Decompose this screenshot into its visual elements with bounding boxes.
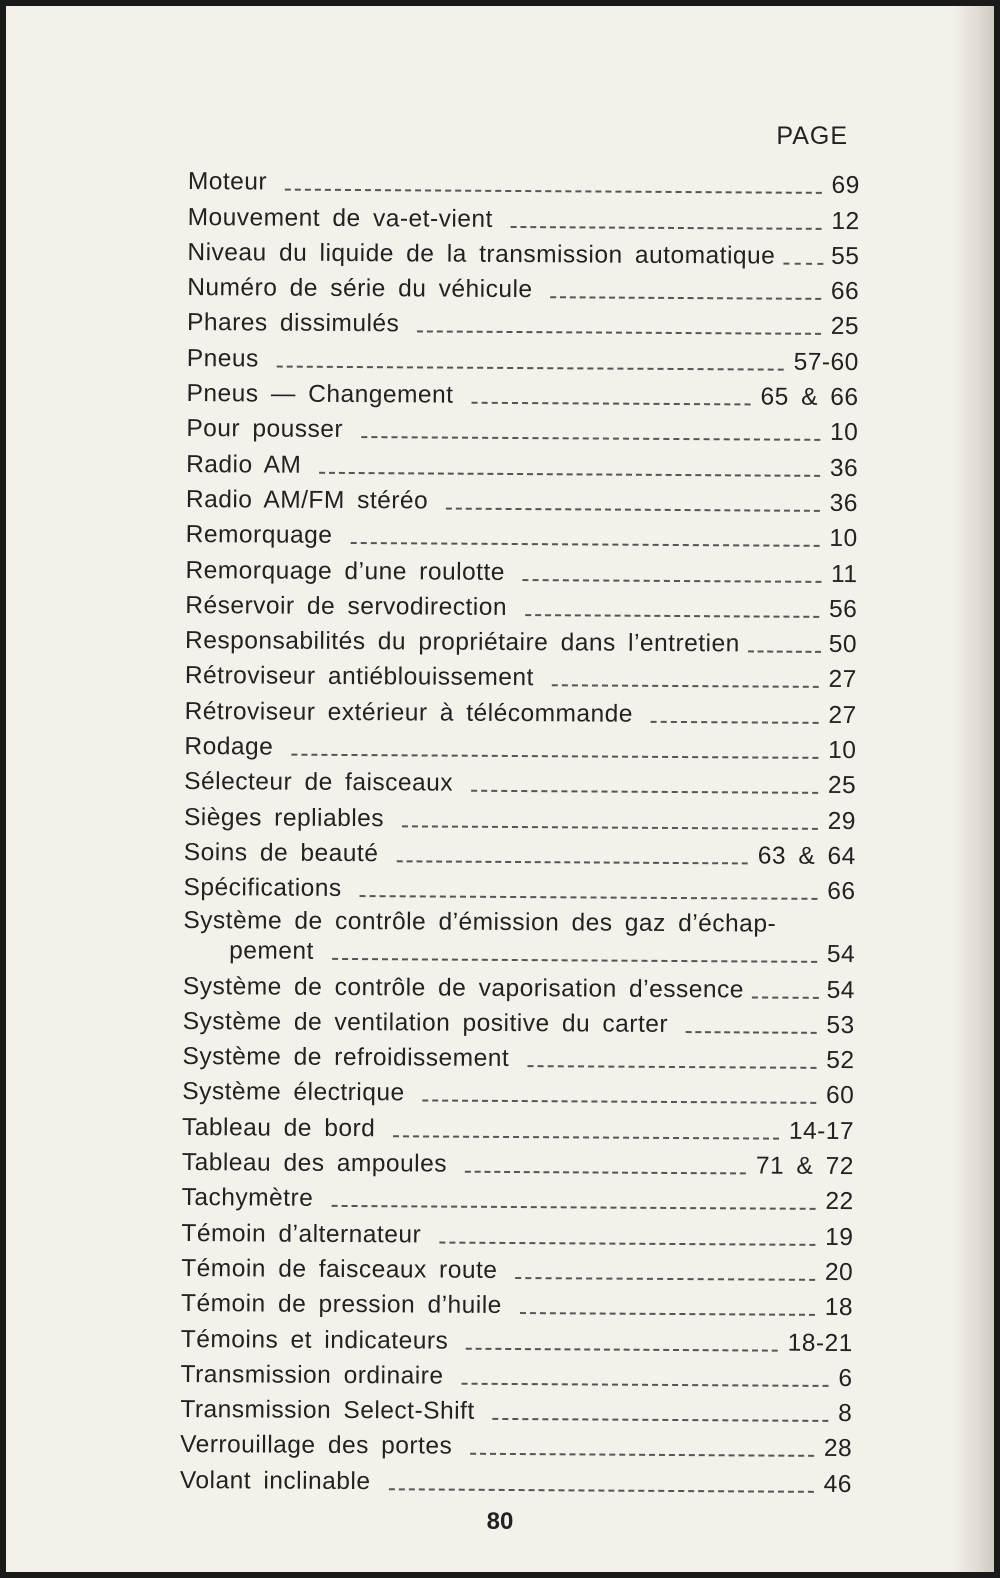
dot-leader: [393, 1135, 779, 1139]
entry-page: 53: [826, 1011, 855, 1039]
entry-page: 65 & 66: [760, 383, 859, 412]
index-entry: [181, 1249, 853, 1288]
entry-page: 10: [829, 525, 858, 553]
dot-leader: [527, 1065, 816, 1069]
entry-page: 36: [829, 489, 859, 518]
entry-label: Tableau des ampoules: [181, 1148, 448, 1178]
entry-label: Phares dissimulés: [186, 309, 400, 338]
entry-page: 60: [825, 1082, 855, 1110]
entry-label: Responsabilités du propriétaire dans l’entretien: [184, 627, 740, 658]
dot-leader: [277, 365, 784, 370]
dot-leader: [461, 1382, 828, 1386]
entry-page: 55: [831, 242, 860, 270]
entry-label: Tachymètre: [181, 1184, 314, 1213]
page-number: 80: [486, 1508, 514, 1535]
dot-leader: [361, 436, 820, 441]
entry-page: 27: [828, 666, 857, 694]
entry-label: Spécifications: [183, 874, 342, 903]
dot-leader: [551, 296, 821, 300]
index-entry: [183, 1002, 855, 1041]
dot-leader: [396, 860, 747, 864]
dot-leader: [686, 1031, 816, 1034]
dot-leader: [331, 1205, 815, 1210]
entry-page: 19: [825, 1223, 854, 1251]
entry-label: Transmission ordinaire: [180, 1360, 444, 1390]
dot-leader: [748, 651, 821, 653]
entry-page: 69: [831, 172, 860, 200]
dot-leader: [423, 1100, 816, 1104]
dot-leader: [471, 402, 750, 406]
entry-page: 10: [828, 736, 857, 765]
entry-label-continuation: pement: [229, 937, 314, 966]
entry-label: Tableau de bord: [182, 1113, 376, 1142]
index-entry: [181, 1319, 853, 1358]
dot-leader: [525, 614, 819, 618]
dot-leader: [520, 1312, 815, 1316]
entry-label-wrapped: [183, 903, 855, 970]
entry-page: 18-21: [787, 1329, 853, 1357]
dot-leader: [439, 1241, 815, 1245]
dot-leader: [465, 1171, 746, 1175]
dot-leader: [319, 471, 820, 476]
dot-leader: [466, 1347, 777, 1351]
entry-page: 11: [830, 560, 858, 588]
index-entry: [186, 515, 858, 554]
entry-label: Remorquage: [185, 521, 333, 550]
entry-page: 46: [823, 1470, 853, 1498]
dot-leader: [752, 996, 819, 998]
dot-leader: [388, 1488, 813, 1493]
entry-label: Système de ventilation positive du carter: [182, 1007, 669, 1038]
index-entry: [180, 1425, 852, 1464]
entry-page: 63 & 64: [757, 842, 856, 871]
entry-page: 10: [830, 419, 859, 447]
index-entry: [186, 444, 858, 483]
dot-leader: [360, 895, 818, 900]
entry-label: Système de contrôle d’émission des gaz d’échap-: [183, 907, 777, 938]
entry-page: 25: [827, 772, 857, 800]
entry-page: 36: [829, 454, 859, 482]
dot-leader: [783, 263, 823, 265]
index-entry: [185, 621, 857, 660]
entry-label: Pour pousser: [186, 415, 344, 444]
entry-page: 54: [826, 976, 856, 1004]
dot-leader: [523, 579, 821, 583]
index-entry: [187, 233, 859, 272]
index-entry: [180, 1460, 852, 1499]
index-list: [180, 162, 860, 1500]
entry-page: 28: [823, 1435, 853, 1463]
dot-leader: [402, 825, 818, 830]
index-entry: [180, 1354, 852, 1393]
index-entry: [187, 268, 859, 307]
entry-page: 8: [838, 1400, 853, 1428]
index-entry: [184, 797, 856, 836]
entry-page: 57-60: [793, 348, 859, 376]
entry-label: Radio AM: [186, 450, 302, 479]
index-entry: [186, 409, 858, 448]
dot-leader: [350, 542, 819, 547]
entry-page: 66: [830, 278, 860, 306]
entry-label: Transmission Select-Shift: [180, 1396, 475, 1425]
dot-leader: [291, 754, 818, 759]
entry-page: 12: [831, 207, 860, 235]
entry-label: Moteur: [187, 168, 268, 196]
entry-page: 71 & 72: [755, 1152, 854, 1181]
index-entry: [182, 1143, 854, 1182]
dot-leader: [446, 508, 819, 512]
entry-label-continuation-row: [183, 936, 855, 970]
entry-label: Rétroviseur extérieur à télécommande: [184, 697, 634, 728]
entry-label: Témoins et indicateurs: [180, 1325, 449, 1355]
entry-label: Témoin de faisceaux route: [181, 1254, 498, 1284]
dot-leader: [552, 685, 819, 689]
index-entry: [183, 903, 855, 970]
index-entry: [187, 303, 859, 342]
index-entry: [183, 868, 855, 907]
index-entry: [186, 480, 858, 519]
entry-label: Soins de beauté: [183, 838, 379, 868]
entry-label: Mouvement de va-et-vient: [187, 203, 493, 233]
index-entry: [182, 1037, 854, 1076]
dot-leader: [417, 331, 820, 335]
dot-leader: [651, 721, 818, 724]
entry-label: Pneus: [186, 344, 259, 373]
entry-page: 52: [826, 1047, 855, 1075]
entry-label: Rodage: [184, 733, 274, 761]
entry-page: 56: [828, 595, 858, 623]
entry-page: 66: [827, 878, 856, 906]
dot-leader: [493, 1418, 829, 1422]
index-page: [6, 6, 994, 1572]
index-entry: [182, 1107, 854, 1146]
entry-page: 29: [827, 807, 857, 835]
entry-label: Rétroviseur antiéblouissement: [184, 662, 534, 692]
index-entry: [186, 374, 858, 413]
dot-leader: [470, 1453, 814, 1457]
entry-page: 50: [828, 631, 858, 659]
entry-label: Radio AM/FM stéréo: [185, 485, 429, 515]
dot-leader: [332, 958, 817, 963]
entry-page: 20: [824, 1258, 854, 1286]
index-entry: [184, 833, 856, 872]
entry-label: Pneus — Changement: [186, 380, 454, 409]
index-entry: [188, 162, 860, 201]
entry-page: 22: [825, 1188, 854, 1216]
entry-label: Système de refroidissement: [182, 1043, 510, 1073]
entry-page: 27: [828, 701, 857, 729]
entry-label: Volant inclinable: [179, 1466, 371, 1495]
entry-page: 54: [826, 941, 856, 969]
entry-label: Témoin d’alternateur: [181, 1219, 422, 1249]
entry-label: Remorquage d’une roulotte: [185, 556, 506, 586]
index-entry: [184, 762, 856, 801]
index-entry: [182, 1072, 854, 1111]
entry-page: 25: [830, 313, 860, 341]
entry-label: Système électrique: [182, 1078, 405, 1107]
index-entry: [181, 1213, 853, 1252]
dot-leader: [471, 790, 818, 794]
entry-label: Niveau du liquide de la transmission automatique: [187, 238, 776, 270]
index-entry: [184, 727, 856, 766]
index-entry: [183, 966, 855, 1005]
entry-label: Réservoir de servodirection: [185, 591, 508, 621]
dot-leader: [511, 226, 821, 230]
entry-page: 14-17: [788, 1117, 855, 1145]
entry-label: Numéro de série du véhicule: [187, 274, 533, 304]
index-entry: [182, 1178, 854, 1217]
dot-leader: [285, 189, 821, 194]
index-entry: [181, 1284, 853, 1323]
index-entry: [187, 338, 859, 377]
dot-leader: [515, 1277, 815, 1281]
page-column-header: PAGE: [776, 122, 848, 150]
index-entry: [185, 550, 857, 589]
index-entry: [180, 1390, 852, 1429]
index-entry: [185, 691, 857, 730]
index-entry: [185, 656, 857, 695]
index-entry: [185, 586, 857, 625]
entry-label: Verrouillage des portes: [180, 1431, 453, 1461]
index-entry: [188, 197, 860, 236]
entry-label: Sélecteur de faisceaux: [184, 768, 454, 797]
entry-label: Témoin de pression d’huile: [180, 1290, 502, 1320]
entry-label: Système de contrôle de vaporisation d’essence: [182, 972, 744, 1003]
entry-page: 6: [838, 1364, 853, 1392]
entry-label: Sièges repliables: [183, 803, 385, 832]
entry-page: 18: [824, 1294, 854, 1322]
